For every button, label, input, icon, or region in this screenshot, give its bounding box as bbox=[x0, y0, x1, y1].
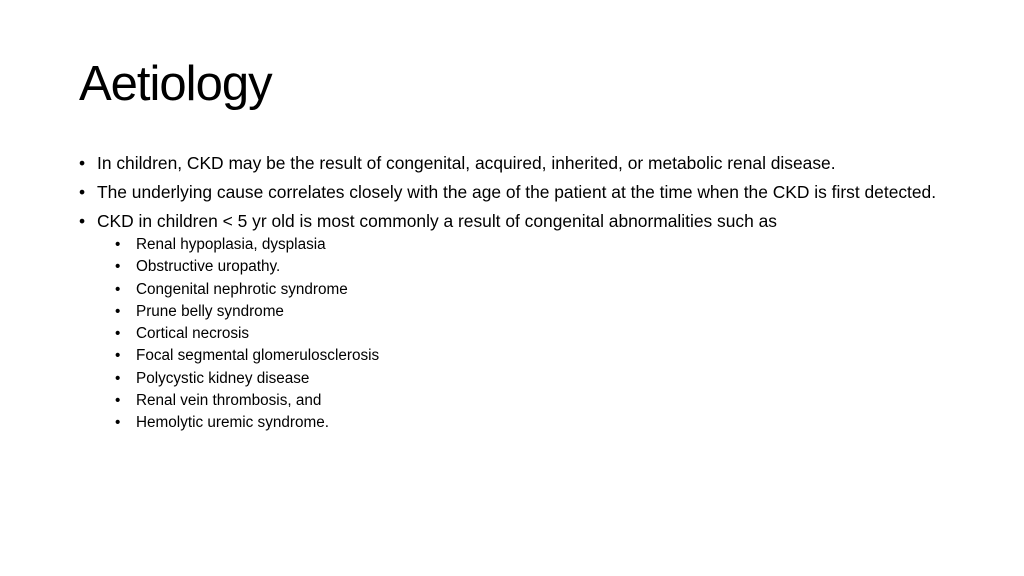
bullet-icon: • bbox=[79, 211, 86, 231]
sub-bullet-icon: • bbox=[115, 258, 121, 276]
sub-bullet-text: Prune belly syndrome bbox=[136, 302, 284, 320]
sub-bullet-list bbox=[97, 234, 959, 435]
sub-bullet-icon: • bbox=[115, 325, 121, 343]
bullet-item bbox=[79, 183, 959, 202]
sub-bullet-text: Renal vein thrombosis, and bbox=[136, 392, 322, 410]
sub-bullet-text: Renal hypoplasia, dysplasia bbox=[136, 236, 326, 253]
sub-bullet-item bbox=[115, 323, 959, 345]
sub-bullet-item bbox=[115, 234, 959, 256]
sub-bullet-icon: • bbox=[115, 302, 121, 320]
sub-bullet-text: Obstructive uropathy. bbox=[136, 258, 281, 276]
sub-bullet-item bbox=[115, 390, 959, 412]
sub-bullet-text: Congenital nephrotic syndrome bbox=[136, 280, 348, 298]
sub-bullet-text: Polycystic kidney disease bbox=[136, 369, 310, 387]
sub-bullet-item bbox=[115, 412, 959, 434]
sub-bullet-icon: • bbox=[115, 369, 121, 387]
bullet-item bbox=[79, 212, 959, 435]
slide-title: Aetiology bbox=[79, 57, 272, 111]
sub-bullet-item bbox=[115, 279, 959, 301]
sub-bullet-text: Hemolytic uremic syndrome. bbox=[136, 414, 329, 432]
sub-bullet-item bbox=[115, 256, 959, 278]
sub-bullet-item bbox=[115, 345, 959, 367]
bullet-icon: • bbox=[79, 153, 86, 173]
sub-bullet-text: Focal segmental glomerulosclerosis bbox=[136, 347, 380, 365]
sub-bullet-icon: • bbox=[115, 347, 121, 365]
sub-bullet-text: Cortical necrosis bbox=[136, 325, 250, 343]
sub-bullet-icon: • bbox=[115, 280, 121, 298]
bullet-text: The underlying cause correlates closely with the age of the patient at the time when the CKD is first detected. bbox=[97, 182, 937, 202]
bullet-item bbox=[79, 154, 959, 173]
bullet-text: In children, CKD may be the result of congenital, acquired, inherited, or metabolic renal disease. bbox=[97, 153, 836, 173]
sub-bullet-item bbox=[115, 368, 959, 390]
sub-bullet-icon: • bbox=[115, 414, 121, 432]
bullet-text: CKD in children < 5 yr old is most commonly a result of congenital abnormalities such as bbox=[97, 211, 777, 231]
bullet-list bbox=[79, 154, 959, 435]
bullet-icon: • bbox=[79, 182, 86, 202]
sub-bullet-icon: • bbox=[115, 392, 121, 410]
sub-bullet-item bbox=[115, 301, 959, 323]
sub-bullet-icon: • bbox=[115, 236, 121, 253]
